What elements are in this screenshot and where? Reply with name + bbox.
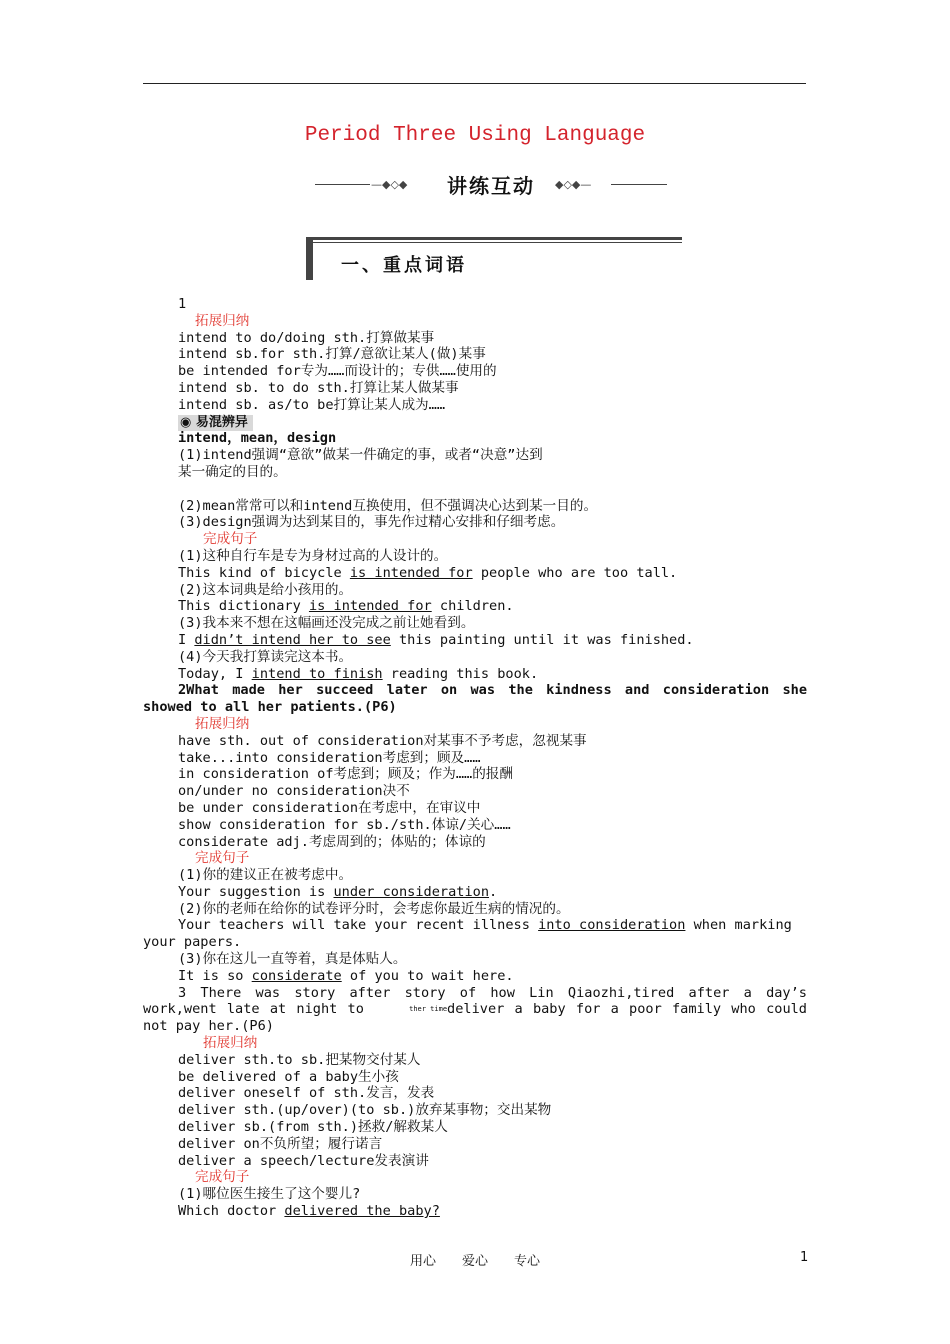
expand-line: deliver a speech/lecture发表演讲 xyxy=(178,1152,429,1169)
expand-line: on/under no consideration决不 xyxy=(178,783,410,800)
expand-line: be under consideration在考虑中，在审议中 xyxy=(178,799,481,816)
page-title: Period Three Using Language xyxy=(304,124,646,147)
sentence-en: Which doctor delivered the baby? xyxy=(178,1203,440,1220)
item-heading: 3 There was story after story of how Lin Qiaozhi,tired after a day’s work,went late at night to ther timedeliver a baby for a poor family who could not pay her.(P6) xyxy=(143,984,807,1035)
complete-label: 完成句子 xyxy=(195,850,250,867)
header-rule xyxy=(143,83,806,84)
answer: intend to finish xyxy=(251,665,383,682)
expand-line: in consideration of考虑到；顾及；作为……的报酬 xyxy=(178,766,513,783)
expand-line: deliver sth.(up/over)(to sb.)放弃某事物；交出某物 xyxy=(178,1102,552,1119)
sentence-en: This kind of bicycle is intended for people who are too tall. xyxy=(178,564,678,581)
expand-line: be delivered of a baby生小孩 xyxy=(178,1068,399,1085)
main-content xyxy=(143,296,807,1220)
expand-label: 拓展归纳 xyxy=(203,1035,258,1052)
item-number: 1 xyxy=(178,296,187,312)
answer: is intended for xyxy=(349,564,473,581)
expand-line: deliver sb.(from sth.)拯救/解救某人 xyxy=(178,1119,448,1136)
confusion-line: (2)mean常常可以和intend互换使用，但不强调决心达到某一目的。 xyxy=(178,497,598,514)
item-heading: 2What made her succeed later on was the kindness and consideration she showed to all her patients.(P6) xyxy=(143,682,807,716)
sentence-en: It is so considerate of you to wait here. xyxy=(178,967,514,984)
expand-line: take...into consideration考虑到；顾及…… xyxy=(178,749,481,766)
confusion-tag: ◉ 易混辨异 xyxy=(178,415,253,431)
artifact-superscript: ther time xyxy=(409,1005,448,1014)
sentence-en: I didn’t intend her to see this painting until it was finished. xyxy=(178,631,694,648)
answer: delivered the baby? xyxy=(284,1203,440,1220)
sentence-cn: (2)这本词典是给小孩用的。 xyxy=(178,581,353,598)
sentence-cn: (3)我本来不想在这幅画还没完成之前让她看到。 xyxy=(178,615,475,632)
answer: under consideration xyxy=(333,883,489,900)
expand-line: be intended for专为……而设计的；专供……使用的 xyxy=(178,363,497,380)
page-footer: 用心 爱心 专心 xyxy=(409,1254,540,1269)
expand-line: intend to do/doing sth.打算做某事 xyxy=(178,329,435,346)
confusion-line: (1)intend强调“意欲”做某一件确定的事，或者“决意”达到 xyxy=(178,447,543,464)
sentence-cn: (1)你的建议正在被考虑中。 xyxy=(178,867,353,884)
banner-right-ornament: ◆◇◆— xyxy=(555,178,592,191)
section-banner xyxy=(315,170,667,198)
expand-line: deliver on不负所望；履行诺言 xyxy=(178,1135,383,1152)
answer: considerate xyxy=(251,967,342,984)
complete-label: 完成句子 xyxy=(203,531,258,548)
expand-line: show consideration for sb./sth.体谅/关心…… xyxy=(178,816,511,833)
section-header-box xyxy=(306,237,682,280)
sentence-cn: (4)今天我打算读完这本书。 xyxy=(178,648,353,665)
answer: didn’t intend her to see xyxy=(194,631,391,648)
sentence-cn: (1)哪位医生接生了这个婴儿? xyxy=(178,1186,361,1203)
expand-label: 拓展归纳 xyxy=(195,715,250,732)
confusion-line: (3)design强调为达到某目的，事先作过精心安排和仔细考虑。 xyxy=(178,514,565,531)
complete-label: 完成句子 xyxy=(195,1169,250,1186)
banner-title: 讲练互动 xyxy=(447,174,535,198)
answer: is intended for xyxy=(308,598,432,615)
expand-line: deliver oneself of sth.发言，发表 xyxy=(178,1085,435,1102)
expand-line: intend sb. to do sth.打算让某人做某事 xyxy=(178,379,459,396)
expand-line: have sth. out of consideration对某事不予考虑，忽视某事 xyxy=(178,732,587,749)
expand-line: intend sb. as/to be打算让某人成为…… xyxy=(178,396,446,413)
sentence-en: Today, I intend to finish reading this book. xyxy=(178,665,539,682)
sentence-cn: (3)你在这儿一直等着，真是体贴人。 xyxy=(178,951,407,968)
page-number: 1 xyxy=(800,1250,809,1265)
sentence-en: Your suggestion is under consideration. xyxy=(178,883,498,900)
sentence-en: Your teachers will take your recent illness into consideration when marking your papers. xyxy=(143,917,792,951)
expand-label: 拓展归纳 xyxy=(195,312,250,329)
banner-left-ornament: —◆◇◆ xyxy=(371,178,408,191)
expand-line: deliver sth.to sb.把某物交付某人 xyxy=(178,1051,421,1068)
sentence-en: This dictionary is intended for children. xyxy=(178,598,514,615)
banner-right-line xyxy=(611,184,667,185)
expand-line: intend sb.for sth.打算/意欲让某人(做)某事 xyxy=(178,346,486,363)
answer: into consideration xyxy=(538,917,686,934)
confusion-line: 某一确定的目的。 xyxy=(178,463,287,480)
sentence-cn: (1)这种自行车是专为身材过高的人设计的。 xyxy=(178,547,448,564)
confusion-words: intend，mean，design xyxy=(178,430,337,447)
sentence-cn: (2)你的老师在给你的试卷评分时，会考虑你最近生病的情况的。 xyxy=(178,900,570,917)
section-title: 一、重点词语 xyxy=(341,255,467,276)
expand-line: considerate adj.考虑周到的；体贴的；体谅的 xyxy=(178,833,486,850)
